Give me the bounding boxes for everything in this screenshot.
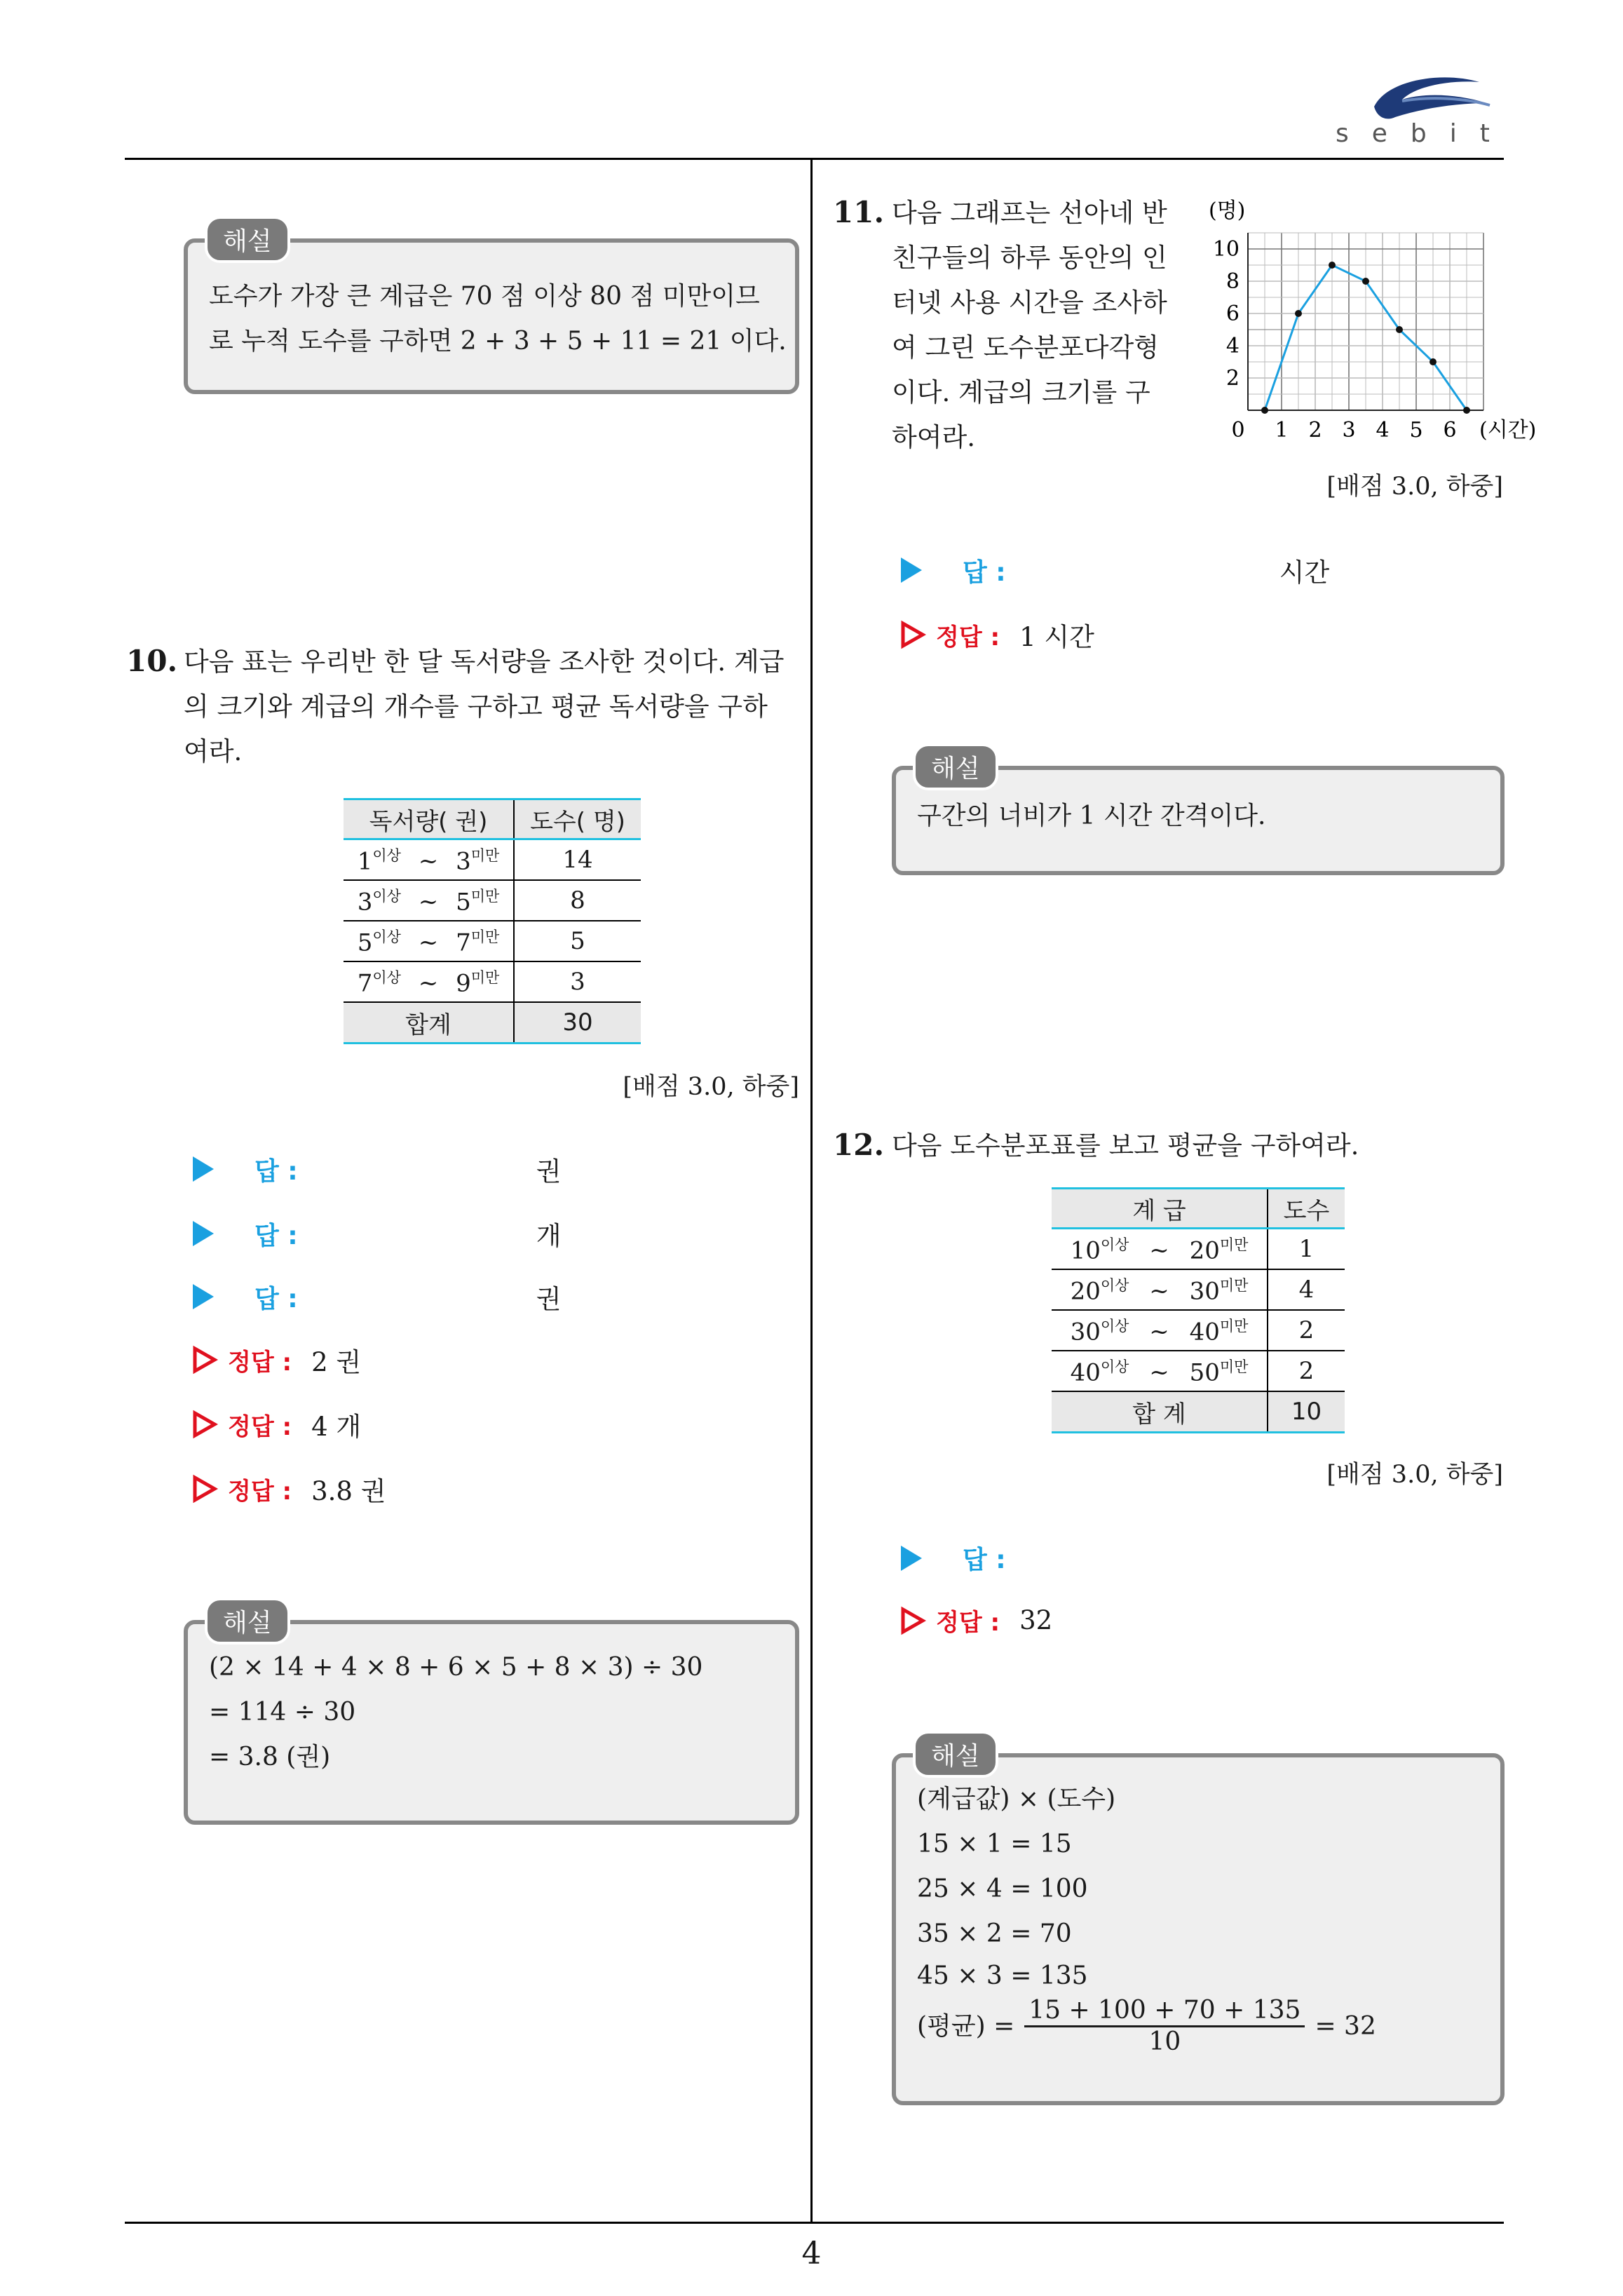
solution-row: 정답 : 32 — [901, 1603, 1052, 1637]
question-line: 다음 그래프는 선아네 반 — [892, 198, 1167, 228]
explanation-box-q10 — [184, 1620, 799, 1825]
explanation-tag: 해설 — [913, 743, 998, 790]
score-label: [배점 3.0, 하중] — [1326, 1461, 1503, 1489]
question-line: 여 그린 도수분포다각형 — [892, 332, 1159, 363]
frequency-table-q10 — [344, 798, 641, 1044]
explanation-line: 45 × 3 = 135 — [917, 1961, 1088, 1990]
solution-row: 정답 : 2 권 — [193, 1341, 361, 1379]
question-line: 의 크기와 계급의 개수를 구하고 평균 독서량을 구하 — [184, 691, 768, 722]
x-tick-label: 3 — [1342, 418, 1356, 443]
explanation-line: 로 누적 도수를 구하면 2 + 3 + 5 + 11 = 21 이다. — [209, 327, 787, 356]
solution-row: 정답 : 4 개 — [193, 1405, 361, 1443]
table-header: 계 급 — [1052, 1189, 1268, 1229]
triangle-icon — [901, 1546, 922, 1571]
frequency-table-q12 — [1052, 1187, 1345, 1433]
explanation-line: 25 × 4 = 100 — [917, 1875, 1088, 1903]
table-row: $40^{이상}$ ~ $50^{미만}$ 2 — [1052, 1351, 1345, 1391]
brand-wordmark: sebit — [1336, 119, 1513, 148]
table-cell: 2 — [1268, 1310, 1345, 1351]
table-total-row: 합계 30 — [344, 1002, 641, 1044]
triangle-icon — [193, 1156, 214, 1182]
fraction-numerator: 15 + 100 + 70 + 135 — [1024, 1996, 1305, 2027]
score-label: [배점 3.0, 하중] — [623, 1073, 799, 1101]
question-number: 10. — [126, 644, 178, 678]
y-tick-label: 8 — [1225, 269, 1240, 294]
outline-triangle-icon — [901, 621, 925, 648]
solution-row: 정답 : 3.8 권 — [193, 1470, 386, 1508]
header-rule — [125, 158, 1504, 160]
triangle-icon — [193, 1284, 214, 1309]
explanation-line: 35 × 2 = 70 — [917, 1919, 1072, 1948]
table-cell: 14 — [514, 839, 641, 881]
question-text — [184, 640, 808, 774]
triangle-icon — [901, 558, 922, 583]
x-tick-label: 2 — [1308, 418, 1322, 443]
question-line: 다음 도수분포표를 보고 평균을 구하여라. — [892, 1130, 1359, 1161]
x-tick-label: 4 — [1376, 418, 1390, 443]
frequency-polygon-chart — [1206, 196, 1537, 449]
table-row: $1^{이상}$ ~ $3^{미만}$ 14 — [344, 839, 641, 881]
outline-triangle-icon — [193, 1346, 217, 1373]
explanation-tag: 해설 — [913, 1731, 998, 1778]
question-text — [892, 1123, 1495, 1168]
explanation-tag: 해설 — [205, 1598, 290, 1645]
explanation-line: = 114 ÷ 30 — [209, 1698, 356, 1727]
explanation-line: (2 × 14 + 4 × 8 + 6 × 5 + 8 × 3) ÷ 30 — [209, 1653, 703, 1682]
question-line: 여라. — [184, 736, 243, 767]
outline-triangle-icon — [193, 1411, 217, 1438]
y-tick-label: 6 — [1225, 302, 1240, 326]
data-point — [1463, 407, 1470, 414]
solution-row: 정답 : 1 시간 — [901, 616, 1094, 654]
table-row: $10^{이상}$ ~ $20^{미만}$ 1 — [1052, 1229, 1345, 1270]
table-row: $5^{이상}$ ~ $7^{미만}$ 5 — [344, 921, 641, 961]
table-header: 도수( 명) — [514, 799, 641, 839]
page-number: 4 — [801, 2236, 822, 2271]
mean-formula: (평균) = $\frac{15 + 100 + 70 + 135}{10}$ = 32 — [917, 1996, 1376, 2056]
explanation-line: 도수가 가장 큰 계급은 70 점 이상 80 점 미만이므 — [209, 282, 760, 311]
table-cell: 5 — [514, 921, 641, 961]
x-tick-label: 0 — [1231, 418, 1245, 443]
table-header: 도수 — [1268, 1189, 1345, 1229]
table-cell: 8 — [514, 880, 641, 921]
question-line: 이다. 계급의 크기를 구 — [892, 377, 1150, 407]
explanation-tag: 해설 — [205, 216, 290, 263]
x-tick-label: 6 — [1443, 418, 1457, 443]
table-cell: 1 — [1268, 1229, 1345, 1270]
explanation-line: = 3.8 (권) — [209, 1743, 331, 1771]
table-row: $7^{이상}$ ~ $9^{미만}$ 3 — [344, 961, 641, 1002]
question-number: 12. — [833, 1128, 885, 1162]
data-point — [1362, 278, 1369, 285]
outline-triangle-icon — [901, 1607, 925, 1634]
x-axis-label: (시간) — [1479, 418, 1537, 443]
table-total-row: 합 계 10 — [1052, 1391, 1345, 1433]
column-divider — [810, 160, 813, 2222]
table-cell: 4 — [1268, 1269, 1345, 1310]
explanation-line: 구간의 너비가 1 시간 간격이다. — [917, 802, 1266, 830]
y-tick-label: 4 — [1225, 334, 1240, 358]
question-line: 친구들의 하루 동안의 인 — [892, 243, 1167, 273]
x-tick-label: 5 — [1409, 418, 1423, 443]
y-tick-label: 2 — [1225, 366, 1240, 391]
footer-rule — [125, 2222, 1504, 2224]
question-line: 다음 표는 우리반 한 달 독서량을 조사한 것이다. 계급 — [184, 647, 785, 677]
table-row: $30^{이상}$ ~ $40^{미만}$ 2 — [1052, 1310, 1345, 1351]
question-line: 하여라. — [892, 422, 975, 452]
question-text — [892, 191, 1186, 460]
data-point — [1329, 262, 1336, 269]
answer-row: 답 : 권 — [193, 1278, 561, 1316]
table-cell: 2 — [1268, 1351, 1345, 1391]
fraction-denominator: 10 — [1148, 2027, 1181, 2056]
question-line: 터넷 사용 시간을 조사하 — [892, 288, 1167, 318]
table-row: $20^{이상}$ ~ $30^{미만}$ 4 — [1052, 1269, 1345, 1310]
table-row: $3^{이상}$ ~ $5^{미만}$ 8 — [344, 880, 641, 921]
data-point — [1295, 310, 1302, 317]
score-label: [배점 3.0, 하중] — [1326, 473, 1503, 501]
answer-row: 답 : — [901, 1540, 1279, 1576]
data-point — [1261, 407, 1268, 414]
answer-row: 답 : 권 — [193, 1150, 561, 1188]
question-number: 11. — [833, 195, 885, 229]
x-tick-label: 1 — [1275, 418, 1289, 443]
data-point — [1430, 358, 1437, 365]
outline-triangle-icon — [193, 1475, 217, 1502]
data-point — [1396, 326, 1403, 333]
explanation-line: (계급값) × (도수) — [917, 1785, 1116, 1814]
y-axis-label: (명) — [1209, 198, 1246, 223]
table-header: 독서량( 권) — [344, 799, 514, 839]
triangle-icon — [193, 1221, 214, 1246]
answer-row: 답 : 개 — [193, 1215, 561, 1252]
answer-row: 답 : 시간 — [901, 551, 1329, 589]
y-tick-label: 10 — [1212, 237, 1240, 262]
explanation-line: 15 × 1 = 15 — [917, 1830, 1072, 1858]
explanation-box-q12 — [892, 1753, 1505, 2105]
table-cell: 3 — [514, 961, 641, 1002]
